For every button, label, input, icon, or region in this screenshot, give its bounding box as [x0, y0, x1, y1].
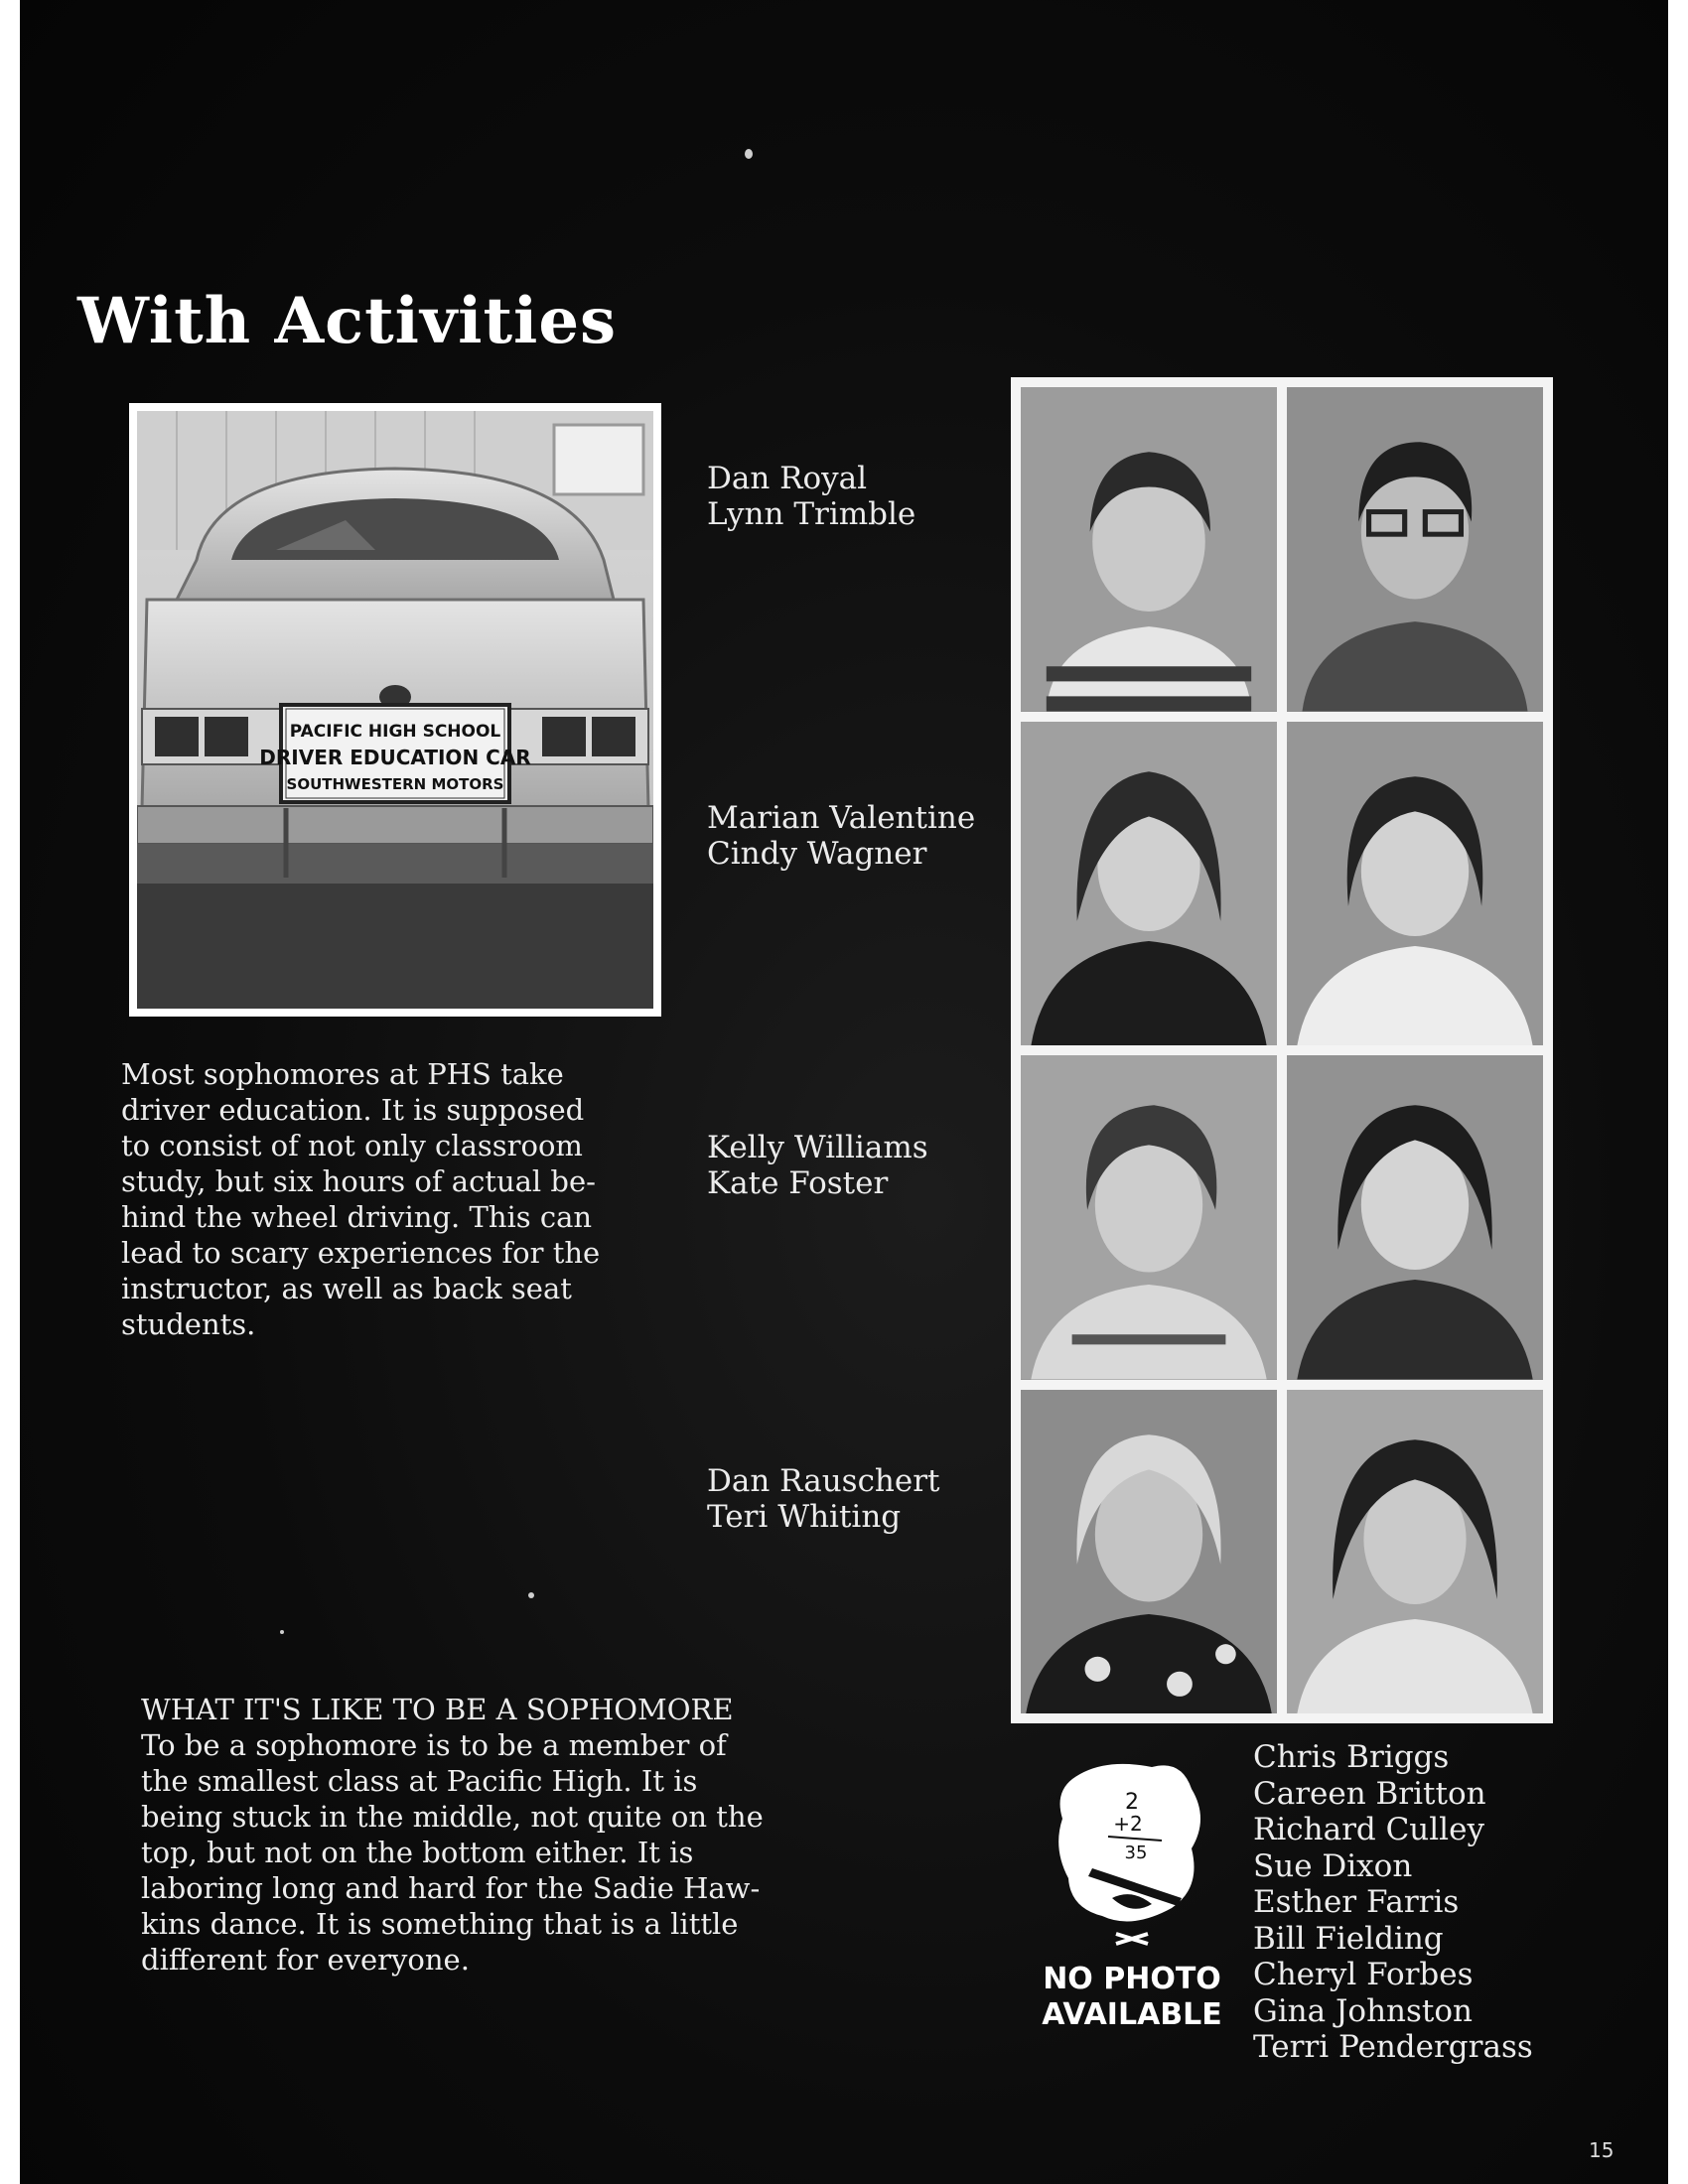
list-item: Bill Fielding: [1253, 1920, 1444, 1957]
list-item: Esther Farris: [1253, 1884, 1460, 1920]
portrait-name: Dan Royal: [707, 461, 868, 496]
portrait-photo: [1287, 387, 1543, 712]
portrait-photo: [1021, 722, 1277, 1046]
portrait-name: Marian Valentine: [707, 800, 976, 836]
essay-line: being stuck in the middle, not quite on the: [141, 1800, 764, 1834]
essay-line: top, but not on the bottom either. It is: [141, 1836, 694, 1869]
caption-line: to consist of not only classroom: [121, 1129, 583, 1162]
car-illustration: [137, 411, 653, 1009]
essay-line: laboring long and hard for the Sadie Haw-: [141, 1871, 761, 1905]
essay-line: kins dance. It is something that is a little: [141, 1907, 739, 1941]
portrait-image: [1287, 1055, 1543, 1380]
no-photo-label: [1033, 1962, 1231, 2033]
no-photo-line: NO PHOTO: [1043, 1962, 1221, 1996]
portrait-image: [1021, 1390, 1277, 1714]
math-top: 2: [1125, 1790, 1139, 1815]
driver-education-car-photo: [129, 403, 661, 1017]
portrait-photo: [1021, 1390, 1277, 1714]
portrait-photo: [1021, 387, 1277, 712]
portrait-names-row-4: [707, 1463, 940, 1535]
scan-margin-right: [1668, 0, 1688, 2184]
list-item: Careen Britton: [1253, 1775, 1486, 1812]
caption-line: lead to scary experiences for the: [121, 1236, 601, 1270]
list-item: Sue Dixon: [1253, 1847, 1413, 1884]
dust-speck: [528, 1592, 534, 1598]
portrait-image: [1287, 1390, 1543, 1714]
portrait-names-row-1: [707, 461, 915, 532]
dust-speck: [745, 149, 753, 159]
portrait-image: [1021, 387, 1277, 712]
portrait-name: Cindy Wagner: [707, 836, 927, 872]
portrait-image: [1021, 722, 1277, 1046]
caption-line: hind the wheel driving. This can: [121, 1200, 593, 1234]
caption-line: Most sophomores at PHS take: [121, 1057, 564, 1091]
caption-line: study, but six hours of actual be-: [121, 1164, 596, 1198]
portrait-name: Kate Foster: [707, 1165, 889, 1201]
essay-line: To be a sophomore is to be a member of: [141, 1728, 727, 1762]
essay-heading: WHAT IT'S LIKE TO BE A SOPHOMORE: [141, 1693, 734, 1726]
page-title: With Activities: [77, 284, 618, 358]
dust-speck: [280, 1630, 284, 1634]
portrait-names-row-2: [707, 800, 975, 872]
caption-line: instructor, as well as back seat: [121, 1272, 572, 1305]
sign-line-1: PACIFIC HIGH SCHOOL: [289, 722, 501, 742]
portrait-photo: [1287, 722, 1543, 1046]
portrait-name: Lynn Trimble: [707, 496, 916, 532]
math-bottom: 35: [1124, 1843, 1148, 1863]
list-item: Gina Johnston: [1253, 1992, 1473, 2029]
essay-line: the smallest class at Pacific High. It is: [141, 1764, 698, 1798]
list-item: Cheryl Forbes: [1253, 1957, 1474, 1992]
no-photo-available-badge: [1033, 1749, 1231, 2047]
no-photo-icon: [1033, 1749, 1231, 1958]
page-number: 15: [1589, 2138, 1615, 2162]
portrait-name: Dan Rauschert: [707, 1463, 940, 1499]
portrait-name: Kelly Williams: [707, 1130, 928, 1165]
portrait-image: [1021, 1055, 1277, 1380]
math-middle: +2: [1113, 1812, 1143, 1836]
portrait-names-row-3: [707, 1130, 928, 1201]
list-item: Richard Culley: [1253, 1812, 1484, 1847]
essay-line: different for everyone.: [141, 1943, 470, 1977]
portrait-grid: [1011, 377, 1553, 1723]
portrait-name: Teri Whiting: [707, 1499, 902, 1535]
portrait-photo: [1287, 1055, 1543, 1380]
portrait-image: [1287, 722, 1543, 1046]
sign-line-3: SOUTHWESTERN MOTORS: [286, 775, 504, 793]
no-photo-line: AVAILABLE: [1042, 1997, 1222, 2032]
list-item: Chris Briggs: [1253, 1739, 1450, 1775]
portrait-photo: [1021, 1055, 1277, 1380]
no-photo-names-list: [1253, 1739, 1533, 2066]
caption-line: driver education. It is supposed: [121, 1093, 585, 1127]
photo-caption: [121, 1056, 677, 1342]
portrait-image: [1287, 387, 1543, 712]
scan-margin-left: [0, 0, 20, 2184]
sign-line-2: DRIVER EDUCATION CAR: [259, 746, 531, 769]
portrait-photo: [1287, 1390, 1543, 1714]
list-item: Terri Pendergrass: [1253, 2029, 1533, 2065]
caption-line: students.: [121, 1307, 256, 1341]
sophomore-essay: [141, 1692, 856, 1978]
